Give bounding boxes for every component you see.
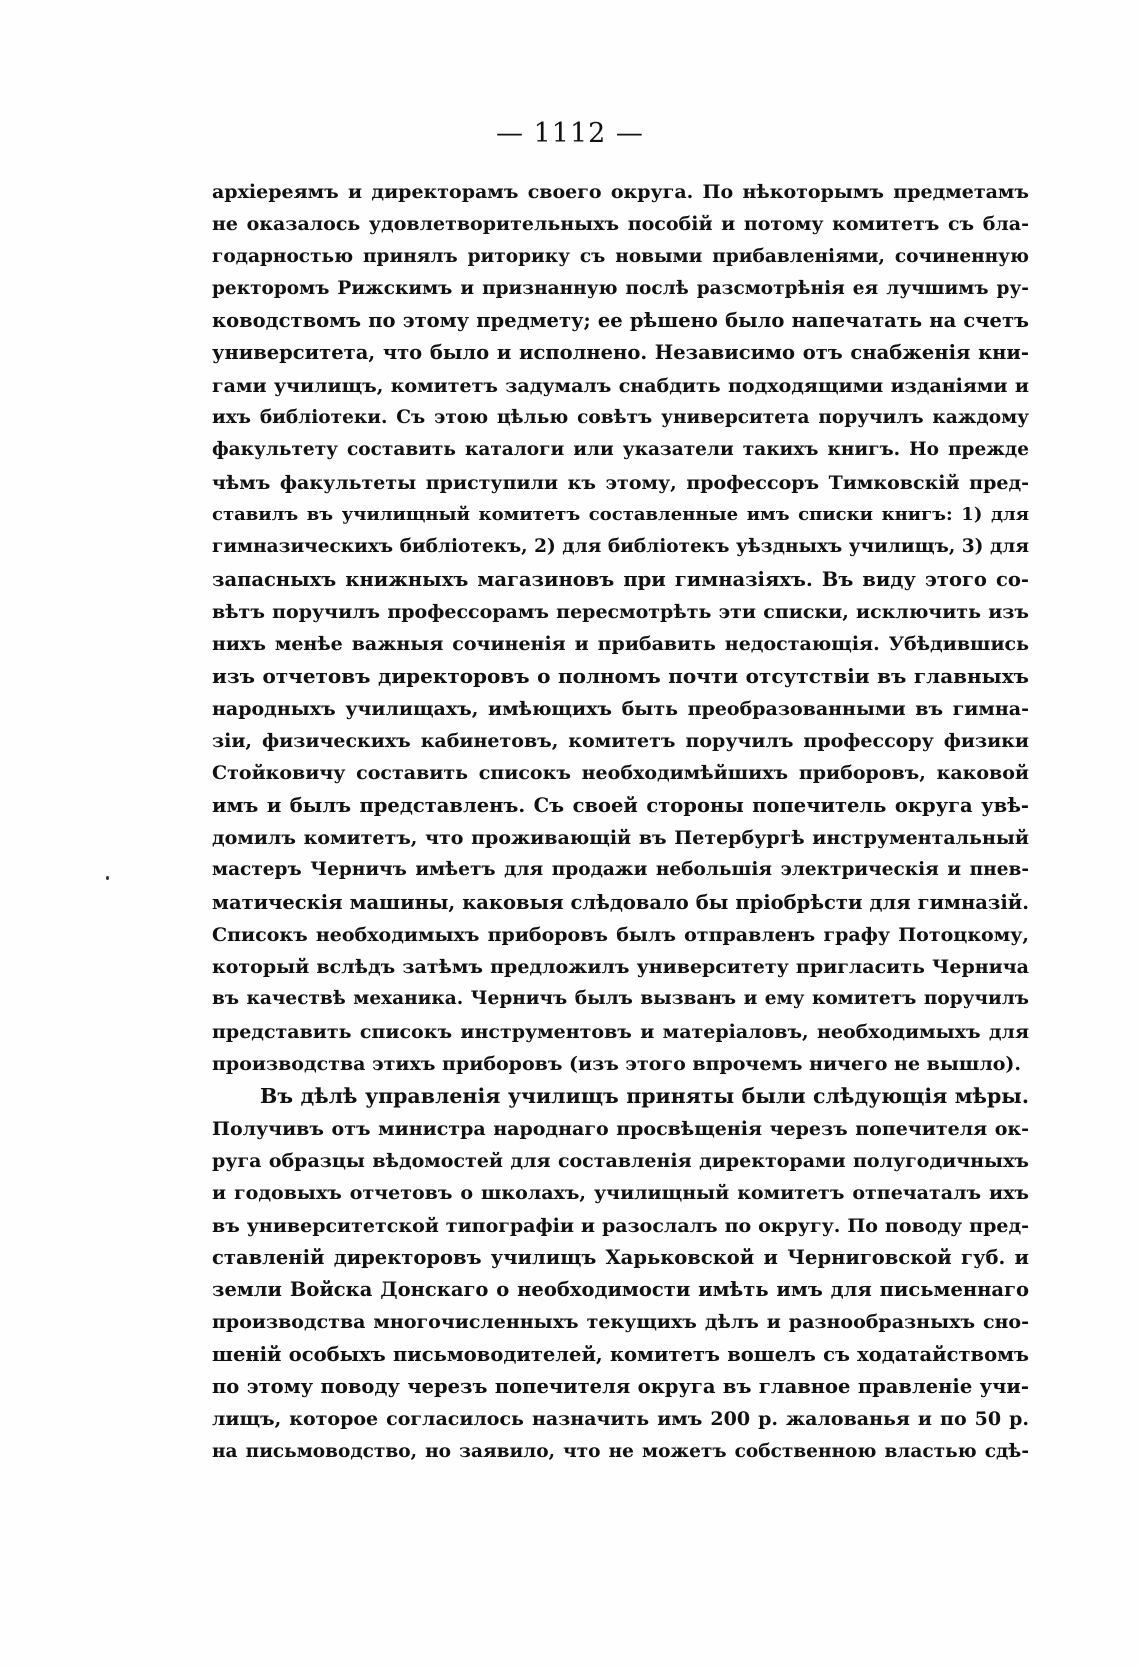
text-line: Получивъ отъ министра народнаго просвѣщенія черезъ попечителя ок- [212,1117,1029,1140]
text-line: представить списокъ инструментовъ и матеріаловъ, необходимыхъ для [212,1020,1029,1043]
text-line: гимназическихъ библіотекъ, 2) для библіотекъ уѣздныхъ училищъ, 3) для [212,536,1029,558]
text-line: нихъ менѣе важныя сочиненія и прибавить недостающія. Убѣдившись [212,633,1029,656]
text-line: мастеръ Черничъ имѣетъ для продажи небольшія электрическія и пнев- [212,859,1029,881]
text-line: производства многочисленныхъ текущихъ дѣлъ и разнообразныхъ сно- [212,1311,1029,1334]
text-line: университета, что было и исполнено. Независимо отъ снабженія кни- [212,341,1029,365]
scan-speck [106,876,109,880]
text-line: шеній особыхъ письмоводителей, комитетъ вошелъ съ ходатайствомъ [212,1342,1029,1366]
text-line: Стойковичу составить списокъ необходимѣйшихъ приборовъ, каковой [212,762,1029,785]
text-line: ихъ библіотеки. Съ этою цѣлью совѣтъ университета поручилъ каждому [212,407,1029,429]
text-line: ставилъ въ училищный комитетъ составленные имъ списки книгъ: 1) для [212,503,1029,525]
text-line: имъ и былъ представленъ. Съ своей стороны попечитель округа увѣ- [212,793,1029,817]
text-line: на письмоводство, но заявило, что не можетъ собственною властью сдѣ- [212,1440,1029,1462]
page-number: — 1112 — [496,118,644,149]
text-line: руга образцы вѣдомостей для составленія директорами полугодичныхъ [212,1149,1029,1172]
text-line: зіи, физическихъ кабинетовъ, комитетъ поручилъ профессору физики [212,730,1029,753]
page-body [212,176,1029,1468]
text-line: чѣмъ факультеты приступили къ этому, профессоръ Тимковскій пред- [212,471,1029,494]
text-line: годарностью принялъ риторику съ новыми прибавленіями, сочиненную [212,245,1029,267]
text-line: производства этихъ приборовъ (изъ этого впрочемъ ничего не вышло). [212,1053,1021,1076]
text-line: матическія машины, каковыя слѣдовало бы пріобрѣсти для гимназій. [212,890,1029,914]
text-line: гами училищъ, комитетъ задумалъ снабдить подходящими изданіями и [212,374,1029,397]
text-line: и годовыхъ отчетовъ о школахъ, училищный комитетъ отпечаталъ ихъ [212,1182,1029,1205]
text-line: домилъ комитетъ, что проживающій въ Петербургѣ инструментальный [212,826,1029,849]
text-line: вѣтъ поручилъ профессорамъ пересмотрѣть эти списки, исключить изъ [212,600,1029,623]
text-line: лищъ, которое согласилось назначить имъ 200 р. жалованья и по 50 р. [212,1408,1029,1431]
text-line: земли Войска Донскаго о необходимости имѣть имъ для письменнаго [212,1278,1029,1302]
text-line: запасныхъ книжныхъ магазиновъ при гимназіяхъ. Въ виду этого со- [212,567,1029,591]
text-line: по этому поводу черезъ попечителя округа въ главное правленіе учи- [212,1374,1029,1398]
text-line: ководствомъ по этому предмету; ее рѣшено было напечатать на счетъ [212,309,1029,333]
text-line: изъ отчетовъ директоровъ о полномъ почти отсутствіи въ главныхъ [212,664,1029,689]
text-line: архіереямъ и директорамъ своего округа. По нѣкоторымъ предметамъ [212,181,1029,203]
text-line: ставленій директоровъ училищъ Харьковской и Черниговской губ. и [212,1245,1029,1269]
text-line: народныхъ училищахъ, имѣющихъ быть преобразованными въ гимна- [212,697,1029,720]
paragraph-first-line: Въ дѣлѣ управленія училищъ приняты были слѣдующія мѣры. [260,1084,1029,1109]
text-line: въ качествѣ механика. Черничъ былъ вызванъ и ему комитетъ поручилъ [212,988,1029,1010]
text-line: не оказалось удовлетворительныхъ пособій и потому комитетъ съ бла- [212,213,1029,236]
text-line: въ университетской типографіи и разослалъ по округу. По поводу пред- [212,1214,1029,1237]
text-line: Списокъ необходимыхъ приборовъ былъ отправленъ графу Потоцкому, [212,923,1029,946]
text-line: ректоромъ Рижскимъ и признанную послѣ разсмотрѣнія ея лучшимъ ру- [212,277,1029,299]
text-line: который вслѣдъ затѣмъ предложилъ университету пригласить Чернича [212,956,1029,979]
text-line: факультету составить каталоги или указатели такихъ книгъ. Но прежде [212,439,1029,461]
